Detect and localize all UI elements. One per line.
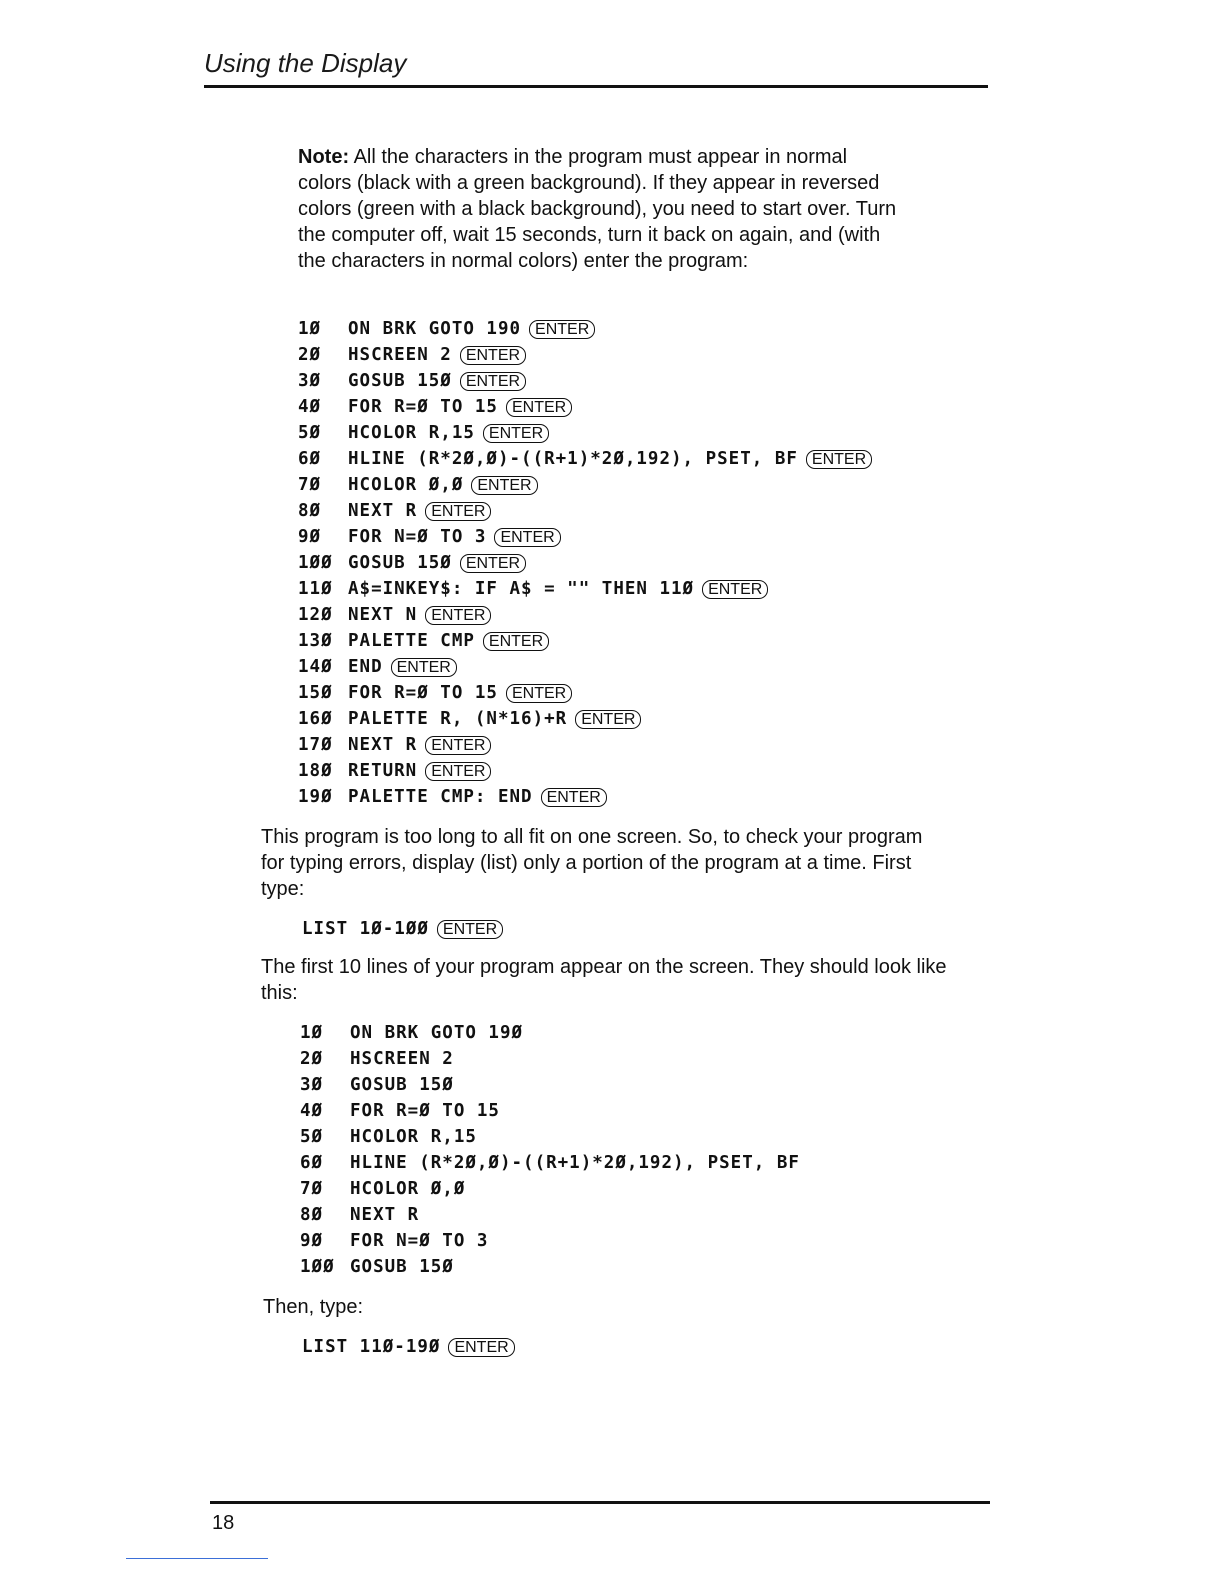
- code-line: [298, 368, 872, 394]
- line-number: 18Ø: [298, 761, 333, 781]
- note-label: Note:: [298, 146, 350, 168]
- line-number: 6Ø: [300, 1153, 324, 1173]
- enter-key-icon: ENTER: [448, 1338, 514, 1357]
- code-line: [300, 1020, 800, 1046]
- page-number: 18: [212, 1512, 235, 1534]
- statement: NEXT R: [350, 1205, 420, 1225]
- statement: GOSUB 15Ø: [348, 371, 452, 391]
- statement: FOR R=Ø TO 15: [348, 683, 498, 703]
- statement: HCOLOR Ø,Ø: [348, 475, 464, 495]
- statement: PALETTE R, (N*16)+R: [348, 709, 568, 729]
- code-line: [298, 602, 872, 628]
- enter-key-icon: ENTER: [506, 684, 572, 703]
- code-line: [298, 706, 872, 732]
- statement: A$=INKEY$: IF A$ = "" THEN 11Ø: [348, 579, 695, 599]
- line-number: 14Ø: [298, 657, 333, 677]
- program-listing: [298, 316, 872, 810]
- statement: PALETTE CMP: [348, 631, 475, 651]
- line-number: 7Ø: [300, 1179, 324, 1199]
- enter-key-icon: ENTER: [425, 502, 491, 521]
- paragraph-then-type: Then, type:: [263, 1296, 364, 1318]
- line-number: 8Ø: [298, 501, 322, 521]
- line-number: 5Ø: [298, 423, 322, 443]
- statement: NEXT R: [348, 735, 418, 755]
- code-line: [300, 1228, 800, 1254]
- line-number: 1Ø: [300, 1023, 324, 1043]
- enter-key-icon: ENTER: [425, 762, 491, 781]
- line-number: 9Ø: [298, 527, 322, 547]
- paragraph-first-lines: The first 10 lines of your program appear on the screen. They should look like this:: [261, 956, 947, 1004]
- code-line: [298, 342, 872, 368]
- code-line: [300, 1176, 800, 1202]
- scan-edge-mark: [126, 1558, 268, 1559]
- enter-key-icon: ENTER: [483, 632, 549, 651]
- enter-key-icon: ENTER: [437, 920, 503, 939]
- code-line: [300, 1072, 800, 1098]
- code-line: [298, 628, 872, 654]
- line-number: 4Ø: [298, 397, 322, 417]
- enter-key-icon: ENTER: [541, 788, 607, 807]
- statement: END: [348, 657, 383, 677]
- code-line: [300, 1046, 800, 1072]
- statement: FOR N=Ø TO 3: [350, 1231, 489, 1251]
- line-number: 16Ø: [298, 709, 333, 729]
- enter-key-icon: ENTER: [529, 320, 595, 339]
- line-number: 15Ø: [298, 683, 333, 703]
- line-number: 17Ø: [298, 735, 333, 755]
- code-line: [298, 446, 872, 472]
- statement: HLINE (R*2Ø,Ø)-((R+1)*2Ø,192), PSET, BF: [348, 449, 798, 469]
- line-number: 7Ø: [298, 475, 322, 495]
- line-number: 1ØØ: [298, 553, 333, 573]
- page-header-title: Using the Display: [204, 48, 407, 78]
- line-number: 5Ø: [300, 1127, 324, 1147]
- code-line: [298, 316, 872, 342]
- statement: GOSUB 15Ø: [350, 1075, 454, 1095]
- enter-key-icon: ENTER: [460, 372, 526, 391]
- code-line: [298, 394, 872, 420]
- statement: ON BRK GOTO 190: [348, 319, 522, 339]
- line-number: 6Ø: [298, 449, 322, 469]
- line-number: 3Ø: [298, 371, 322, 391]
- note-text: All the characters in the program must appear in normal colors (black with a green background). If they appear in reversed colors (green with a black background), you need to start over. Turn the computer off, wait 15 seconds, turn it back on again, and (with the characters in normal colors) enter the program:: [298, 146, 897, 272]
- note-paragraph: [298, 144, 898, 274]
- list-command-2: [302, 1334, 515, 1360]
- list-command-text: LIST 1Ø-1ØØ: [302, 919, 429, 939]
- statement: PALETTE CMP: END: [348, 787, 533, 807]
- line-number: 11Ø: [298, 579, 333, 599]
- statement: HCOLOR Ø,Ø: [350, 1179, 466, 1199]
- code-line: [298, 680, 872, 706]
- statement: NEXT R: [348, 501, 418, 521]
- line-number: 4Ø: [300, 1101, 324, 1121]
- enter-key-icon: ENTER: [391, 658, 457, 677]
- statement: HCOLOR R,15: [350, 1127, 477, 1147]
- enter-key-icon: ENTER: [460, 554, 526, 573]
- list-command-1: [302, 916, 503, 942]
- statement: FOR N=Ø TO 3: [348, 527, 487, 547]
- statement: FOR R=Ø TO 15: [350, 1101, 500, 1121]
- statement: FOR R=Ø TO 15: [348, 397, 498, 417]
- enter-key-icon: ENTER: [506, 398, 572, 417]
- line-number: 19Ø: [298, 787, 333, 807]
- code-line: [298, 550, 872, 576]
- line-number: 1ØØ: [300, 1257, 335, 1277]
- enter-key-icon: ENTER: [425, 606, 491, 625]
- code-line: [298, 524, 872, 550]
- line-number: 2Ø: [298, 345, 322, 365]
- code-line: [300, 1202, 800, 1228]
- statement: NEXT N: [348, 605, 418, 625]
- code-line: [298, 472, 872, 498]
- paragraph-too-long: This program is too long to all fit on one screen. So, to check your program for typing errors, display (list) only a portion of the program at a time. First type:: [261, 826, 923, 900]
- line-number: 12Ø: [298, 605, 333, 625]
- line-number: 9Ø: [300, 1231, 324, 1251]
- footer-rule: [210, 1501, 990, 1504]
- statement: HSCREEN 2: [348, 345, 452, 365]
- code-line: [298, 732, 872, 758]
- enter-key-icon: ENTER: [460, 346, 526, 365]
- enter-key-icon: ENTER: [806, 450, 872, 469]
- line-number: 2Ø: [300, 1049, 324, 1069]
- code-line: [300, 1124, 800, 1150]
- screen-listing: [300, 1020, 800, 1280]
- code-line: [298, 498, 872, 524]
- enter-key-icon: ENTER: [702, 580, 768, 599]
- line-number: 13Ø: [298, 631, 333, 651]
- statement: HCOLOR R,15: [348, 423, 475, 443]
- statement: HSCREEN 2: [350, 1049, 454, 1069]
- code-line: [298, 420, 872, 446]
- code-line: [298, 784, 872, 810]
- enter-key-icon: ENTER: [483, 424, 549, 443]
- header-rule: [204, 85, 988, 88]
- enter-key-icon: ENTER: [575, 710, 641, 729]
- statement: GOSUB 15Ø: [348, 553, 452, 573]
- code-line: [300, 1150, 800, 1176]
- list-command-text: LIST 11Ø-19Ø: [302, 1337, 441, 1357]
- code-line: [298, 758, 872, 784]
- enter-key-icon: ENTER: [494, 528, 560, 547]
- statement: HLINE (R*2Ø,Ø)-((R+1)*2Ø,192), PSET, BF: [350, 1153, 800, 1173]
- enter-key-icon: ENTER: [471, 476, 537, 495]
- enter-key-icon: ENTER: [425, 736, 491, 755]
- line-number: 8Ø: [300, 1205, 324, 1225]
- code-line: [300, 1254, 800, 1280]
- code-line: [300, 1098, 800, 1124]
- code-line: [298, 654, 872, 680]
- statement: GOSUB 15Ø: [350, 1257, 454, 1277]
- statement: RETURN: [348, 761, 418, 781]
- statement: ON BRK GOTO 19Ø: [350, 1023, 524, 1043]
- line-number: 3Ø: [300, 1075, 324, 1095]
- code-line: [298, 576, 872, 602]
- line-number: 1Ø: [298, 319, 322, 339]
